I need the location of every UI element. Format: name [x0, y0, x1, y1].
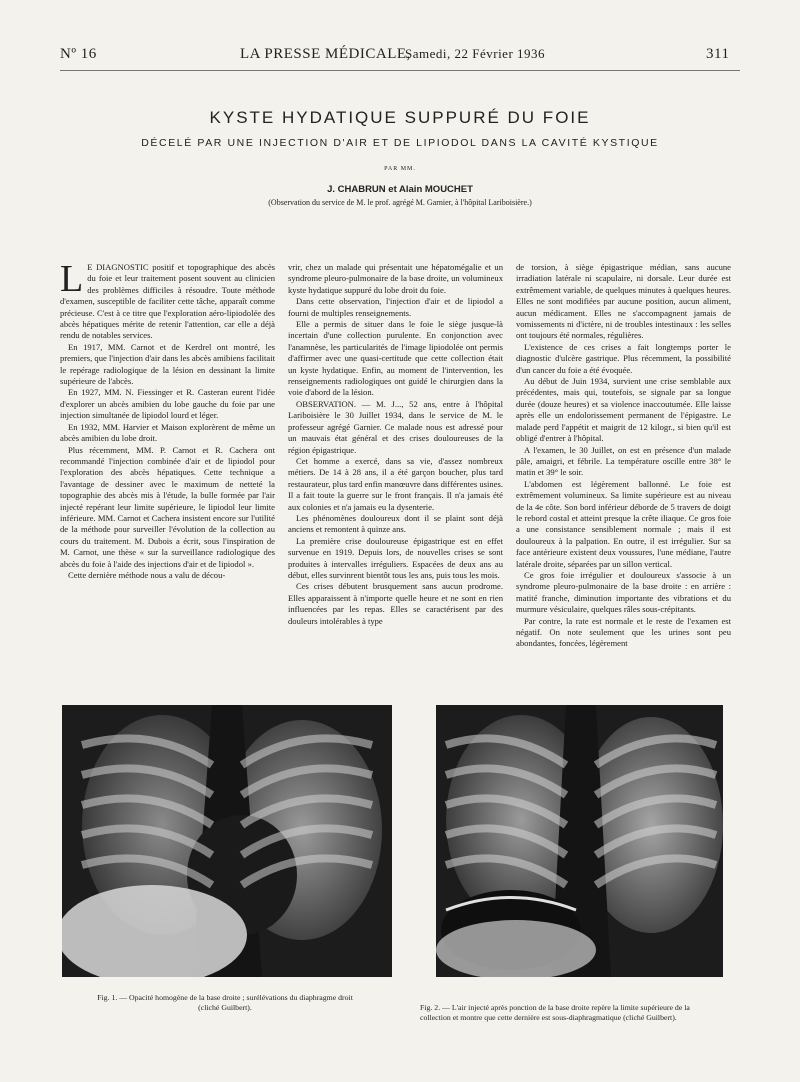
paragraph: En 1932, MM. Harvier et Maison explorèrent de même un abcès amibien du lobe droit.: [60, 421, 275, 444]
figure-2-caption: Fig. 2. — L'air injecté après ponction de la base droite repère la limite supérieure de la collection et montre que cette dernière est sous-diaphragmatique (cliché Guilbert).: [420, 1003, 690, 1022]
paragraph: A l'examen, le 30 Juillet, on est en présence d'un malade pâle, amaigri, et fébrile. La température oscille entre 38° le matin et 39° le soir.: [516, 444, 731, 478]
column-3: [516, 262, 731, 680]
paragraph: En 1917, MM. Carnot et de Kerdrel ont montré, les premiers, que l'injection d'air dans les abcès amibiens facilitait le repérage radiologique de la lésion en dessinant la limite supérieure de l'abcès.: [60, 341, 275, 387]
affiliation: (Observation du service de M. le prof. agrégé M. Garnier, à l'hôpital Lariboisière.): [268, 198, 532, 207]
lead-words: E DIAGNOSTIC: [87, 262, 149, 272]
paragraph: Dans cette observation, l'injection d'air et de lipiodol a fourni de multiples renseignements.: [288, 296, 503, 318]
paragraph: positif et topographique des abcès du foie et leur traitement posent souvent au clinicien des problèmes difficiles à résoudre. Toute méthode d'examen, susceptible de faciliter cette tâche, apparaît comme précieuse. C'est à ce titre que l'exploration aéro-lipiodolée des abcès hépatiques mérite de retenir l'attention, car elle a déjà rendu de notables services.: [60, 262, 275, 341]
article-subtitle: DÉCELÉ PAR UNE INJECTION D'AIR ET DE LIPIODOL DANS LA CAVITÉ KYSTIQUE: [141, 137, 659, 149]
paragraph: L'existence de ces crises a fait longtemps porter le diagnostic d'ulcère gastrique. Plus récemment, la possibilité d'un cancer du foie a été évoquée.: [516, 341, 731, 375]
paragraph: L'abdomen est légèrement ballonné. Le foie est extrêmement volumineux. Sa limite supérieure est au niveau de la 4e côte. Son bord inférieur déborde de 5 travers de doigt le rebord costal et atteint presque la crête iliaque. Ce gros foie a une consistance sensiblement normale ; mais il est douloureux à la palpation. En outre, il est irrégulier. Sur sa face antérieure existent deux voussures, l'une médiane, l'autre latérale droite, séparées par un sillon vertical.: [516, 478, 731, 569]
paragraph: Elle a permis de situer dans le foie le siège jusque-là incertain d'une collection purulente. En conjonction avec l'anamnèse, les particularités de l'image lipiodolée ont permis d'affirmer avec une quasi-certitude que cette collection était un kyste hydatique. Enfin, au moment de l'intervention, les renseignements radiologiques ont guidé le chirurgien dans la voie d'abord de la lésion.: [288, 319, 503, 398]
article-title: KYSTE HYDATIQUE SUPPURÉ DU FOIE: [209, 108, 591, 127]
paragraph: Cet homme a exercé, dans sa vie, d'assez nombreux métiers. De 14 à 28 ans, il a été garçon boucher, plus tard restaurateur, plus tard enfin manœuvre dans différentes usines. Il a fait toute la guerre sur le front français. Il n'a jamais été aux colonies et n'a jamais eu la dysenterie.: [288, 455, 503, 512]
running-header: [0, 40, 800, 70]
journal-name: LA PRESSE MÉDICALE,: [240, 46, 411, 62]
paragraph: vrir, chez un malade qui présentait une hépatomégalie et un syndrome pleuro-pulmonaire de la base droite, un volumineux kyste hydatique suppuré du lobe droit du foie.: [288, 262, 503, 295]
issue-number: Nº 16: [60, 46, 97, 62]
column-1: [60, 262, 275, 680]
issue-date: Samedi, 22 Février 1936: [405, 46, 546, 61]
paragraph: La première crise douloureuse épigastrique est en effet survenue en 1919. Depuis lors, de nouvelles crises se sont produites à intervalles irréguliers. Espacées de deux ans au début, elles survinrent bientôt tous les ans, puis tous les mois.: [288, 535, 503, 580]
paragraph: de torsion, à siège épigastrique médian, sans aucune irradiation latérale ni scapulaire, ni dorsale. Leur durée est extrêmement variable, de quelques minutes à quelques heures. Elles ne sont modifiées par aucune position, aucun aliment, aucun médicament. Elles ne s'accompagnent jamais de vomissements ni d'ictère, ni de troubles intestinaux : les selles ont toujours été normales, régulières.: [516, 262, 731, 341]
column-2: [288, 262, 503, 680]
paragraph: Au début de Juin 1934, survient une crise semblable aux précédentes, mais qui, toutefois, se signale par sa longue durée (douze heures) et sa violence inaccoutumée. Elle laisse après elle un endolorissement permanent de l'épigastre. Le malade perd l'appétit et maigrit de 12 kilogr., si bien qu'il est obligé d'entrer à l'hôpital.: [516, 376, 731, 444]
figure-1-caption: Fig. 1. — Opacité homogène de la base droite ; surélévations du diaphragme droit (cliché Guilbert).: [97, 993, 353, 1012]
paragraph: Ces crises débutent brusquement sans aucun prodrome. Elles apparaissent à n'importe quelle heure et ne sont en rien influencées par les repas. Elles se caractérisent par des douleurs intolérables à type: [288, 581, 503, 626]
paragraph: Plus récemment, MM. P. Carnot et R. Cachera ont recommandé l'injection combinée d'air et de lipiodol pour l'exploration des abcès hépatiques. Cette technique a l'avantage de dessiner avec le maximum de netteté la topographie des abcès mis à l'étude, la bulle formée par l'air injecté repérant leur limite supérieure, le lipiodol leur limite inférieure. MM. Carnot et Cachera insistent encore sur l'utilité de la méthode pour surveiller l'évolution de la collection au cours du traitement. M. Dubois a écrit, sous l'inspiration de M. Carnot, une thèse « sur la surveillance radiologique des abcès du foie à l'aide des injections d'air et de lipiodol ».: [60, 444, 275, 569]
observation-label: OBSERVATION.: [296, 398, 357, 409]
page-number: 311: [706, 46, 730, 62]
figure-2-xray: [436, 705, 723, 977]
paragraph: En 1927, MM. N. Fiessinger et R. Casteran eurent l'idée d'explorer un abcès amibien du lobe gauche du foie par une injection simultanée de lipiodol lourd et léger.: [60, 387, 275, 421]
header-rule: [60, 70, 740, 71]
paragraph: Cette dernière méthode nous a valu de décou-: [68, 569, 226, 580]
paragraph: Ce gros foie irrégulier et douloureux s'associe à un syndrome pleuro-pulmonaire de la base droite : en arrière : matité franche, diminution importante des vibrations et du murmure vésiculaire, quelques râles sous-crépitants.: [516, 569, 731, 615]
paragraph: Les phénomènes douloureux dont il se plaint sont déjà anciens et remontent à quinze ans.: [288, 512, 503, 535]
drop-cap: L: [60, 262, 84, 300]
par-label: PAR MM.: [384, 166, 416, 172]
paragraph: Par contre, la rate est normale et le reste de l'examen est négatif. On note seulement que les urines sont peu abondantes, foncées, légèrement: [516, 615, 731, 649]
figure-1-xray: [62, 705, 392, 977]
authors: J. CHABRUN et Alain MOUCHET: [327, 184, 473, 195]
paragraph: — M. J..., 52 ans, entre à l'hôpital Lariboisière le 30 Juillet 1934, dans le service de M. le professeur agrégé Garnier. Ce malade nous est adressé pour un mauvais état général et des crises douloureuses de la région épigastrique.: [288, 398, 503, 455]
